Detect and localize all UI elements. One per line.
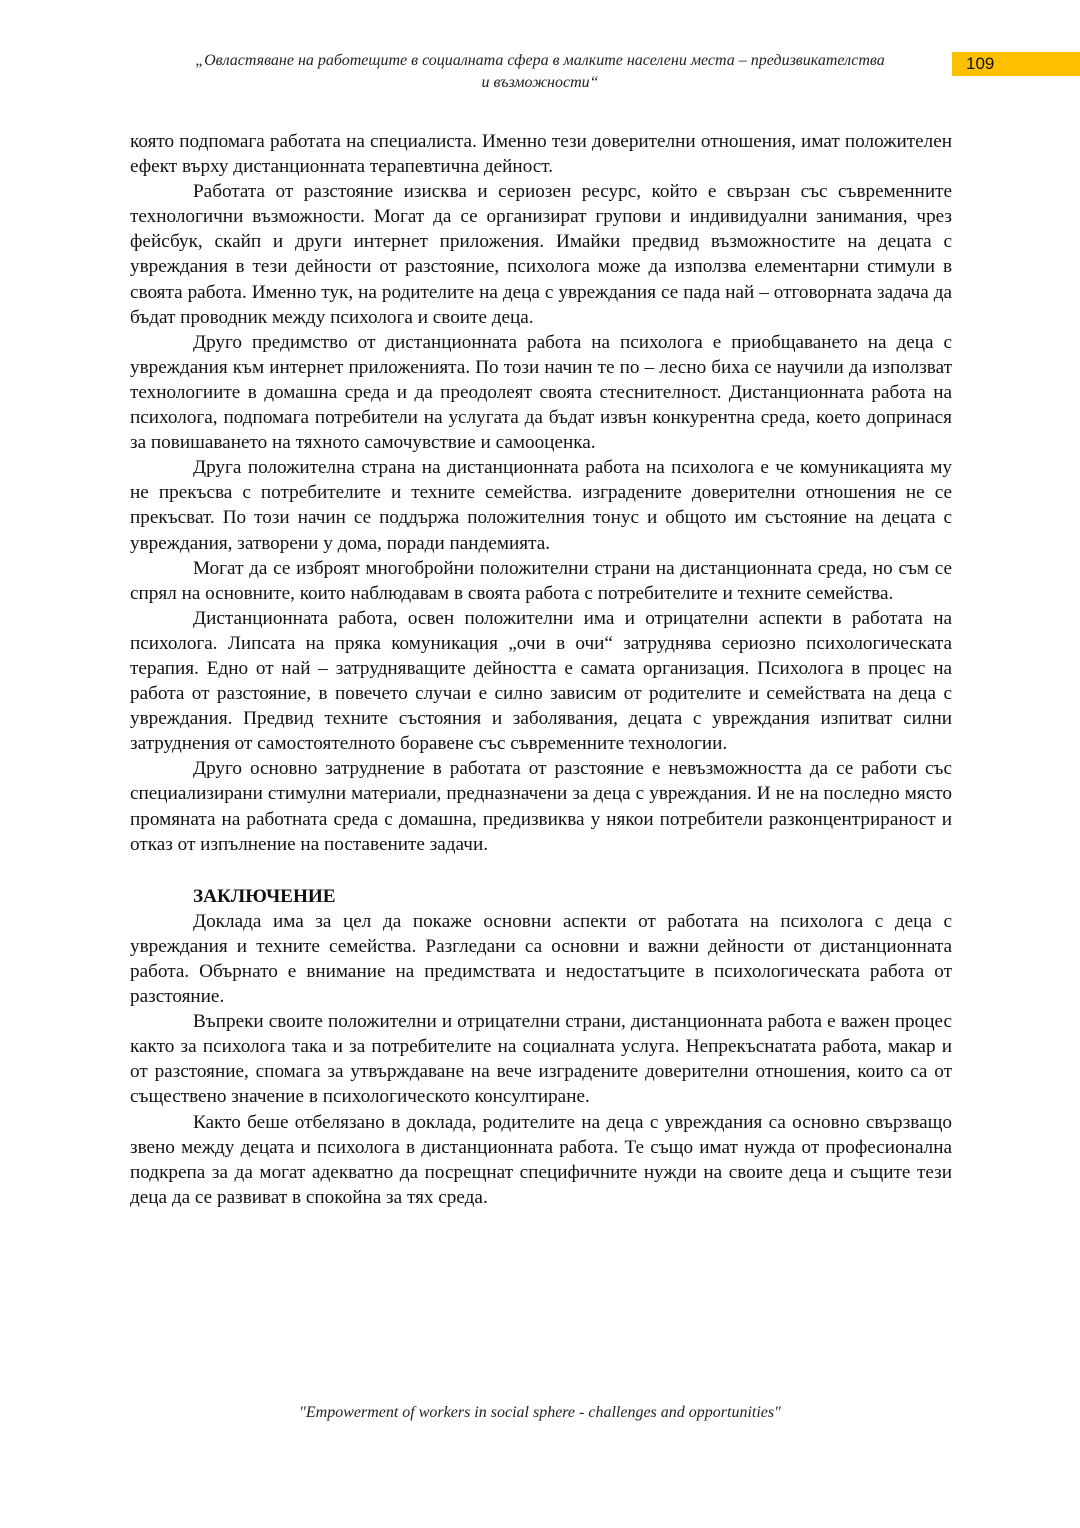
running-header [130,50,950,94]
main-content [130,129,952,1210]
conclusion-paragraph-1: Доклада има за цел да покаже основни аспекти от работата на психолога с деца с увреждания и техните семейства. Разгледани са основни и важни дейности от дистанционната работа. Обърнато е внимание на предимствата и недостатъците в психологическата работа от разстояние. [130,910,952,1008]
paragraph-4: Друга положителна страна на дистанционната работа на психолога е че комуникацията му не прекъсва с потребителите и техните семейства. изградените доверителни отношения не се прекъсват. По този начин се поддържа положителния тонус и общото им състояние на децата с увреждания, затворени у дома, поради пандемията. [130,457,952,554]
conclusion-paragraph-2: Въпреки своите положителни и отрицателни страни, дистанционната работа е важен процес както за психолога така и за потребителите на социалната услуга. Непрекъснатата работа, макар и от разстояние, спомага за утвърждаване на вече изградените доверителни отношения, които са от съществено значение в психологическото консултиране. [130,1011,952,1108]
paragraph-2: Работата от разстояние изисква и сериозен ресурс, който е свързан със съвременните технологични възможности. Могат да се организират групови и индивидуални занимания, чрез фейсбук, скайп и други интернет приложения. Имайки предвид възможностите на децата с увреждания в тези дейности от разстояние, психолога може да използва елементарни стимули в своята работа. Именно тук, на родителите на деца с увреждания се пада най – отговорната задача да бъдат проводник между психолога и своите деца. [130,181,952,328]
paragraph-1: която подпомага работата на специалиста. Именно тези доверителни отношения, имат положителен ефект върху дистанционната терапевтична дейност. [130,131,952,178]
running-footer: "Empowerment of workers in social sphere - challenges and opportunities" [299,1404,781,1421]
page-number-badge: 109 [952,52,1080,76]
conclusion-paragraph-3: Както беше отбелязано в доклада, родителите на деца с увреждания са основно свързващо звено между децата и психолога в дистанционната работа. Те също имат нужда от професионална подкрепа за да могат адекватно да посрещнат специфичните нужди на своите деца и същите тези деца да се развиват в спокойна за тях среда. [130,1111,952,1208]
conclusion-heading: ЗАКЛЮЧЕНИЕ [193,885,336,907]
running-header-line1: „Овластяване на работещите в социалната сфера в малките населени места – предизвикателства [195,52,885,69]
paragraph-6: Дистанционната работа, освен положителни има и отрицателни аспекти в работата на психолога. Липсата на пряка комуникация „очи в очи“ затруднява сериозно психологическата терапия. Едно от най – затрудняващите дейността е самата организация. Психолога в процес на работа от разстояние, в повечето случаи е силно зависим от родителите и семействата на деца с увреждания. Предвид техните състояния и заболявания, децата с увреждания изпитват силни затруднения от самостоятелното боравене със съвременните технологии. [130,607,952,755]
paragraph-5: Могат да се изброят многобройни положителни страни на дистанционната среда, но съм се спрял на основните, които наблюдавам в своята работа с потребителите и техните семейства. [130,557,952,604]
paragraph-3: Друго предимство от дистанционната работа на психолога е приобщаването на деца с увреждания към интернет приложенията. По този начин те по – лесно биха се научили да използват технологиите в домашна среда и да преодолеят своята стеснителност. Дистанционната работа на психолога, подпомага потребители на услугата да бъдат извън конкурентна среда, което допринася за повишаването на тяхното самочувствие и самооценка. [130,331,952,454]
paragraph-7: Друго основно затруднение в работата от разстояние е невъзможността да се работи със специализирани стимулни материали, предназначени за деца с увреждания. И не на последно място промяната на работната среда с домашна, предизвиква у някои потребители разконцентрираност и отказ от изпълнение на поставените задачи. [130,758,952,855]
running-header-line2: и възможности“ [481,74,599,91]
